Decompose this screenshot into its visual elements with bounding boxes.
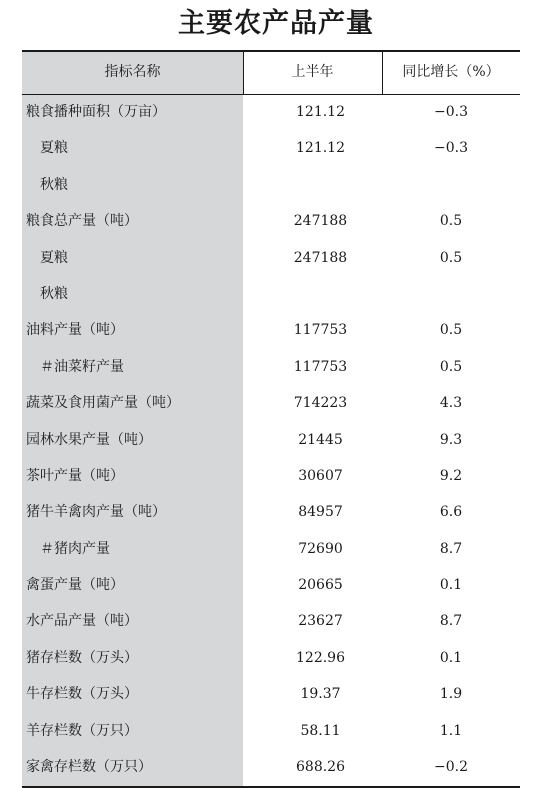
table-row	[22, 312, 520, 348]
indicator-name: 羊存栏数（万只）	[26, 722, 138, 739]
h1-value: 20665	[298, 577, 343, 594]
h1-value: 247188	[293, 249, 348, 266]
table-row	[22, 494, 520, 530]
h1-value: 58.11	[300, 722, 341, 739]
yoy-growth: 4.3	[439, 395, 463, 412]
yoy-growth: 0.5	[439, 322, 463, 339]
yoy-growth: 0.5	[439, 249, 463, 266]
yoy-growth: 6.6	[439, 504, 463, 521]
indicator-name: 粮食总产量（吨）	[26, 213, 138, 230]
table-row	[22, 567, 520, 603]
table-row	[22, 203, 520, 239]
h1-value: 122.96	[296, 649, 345, 666]
h1-value: 84957	[298, 504, 343, 521]
column-header-name: 指标名称	[104, 64, 161, 80]
indicator-name: ＃油菜籽产量	[40, 358, 124, 375]
table-row	[22, 167, 520, 203]
yoy-growth: 0.5	[439, 358, 463, 375]
table-row	[22, 603, 520, 639]
indicator-name: 牛存栏数（万头）	[26, 686, 138, 703]
table-body	[22, 94, 520, 785]
page-title: 主要农产品产量	[178, 8, 374, 39]
yoy-growth: 1.1	[439, 722, 463, 739]
table-row	[22, 349, 520, 385]
indicator-name: 猪存栏数（万头）	[26, 649, 138, 666]
table-row	[22, 385, 520, 421]
h1-value: 23627	[298, 613, 343, 630]
indicator-name: 油料产量（吨）	[26, 322, 124, 339]
h1-value: 714223	[293, 395, 348, 412]
yoy-growth: 8.7	[439, 613, 463, 630]
yoy-growth: 0.1	[439, 649, 463, 666]
yoy-growth: 8.7	[439, 540, 463, 557]
indicator-name: 园林水果产量（吨）	[26, 431, 152, 448]
table-row	[22, 276, 520, 312]
indicator-name: 茶叶产量（吨）	[26, 467, 124, 484]
h1-value: 21445	[298, 431, 343, 448]
h1-value: 30607	[298, 467, 343, 484]
h1-value: 117753	[293, 322, 348, 339]
indicator-name: 禽蛋产量（吨）	[26, 577, 124, 594]
h1-value: 688.26	[296, 759, 345, 776]
h1-value: 72690	[298, 540, 343, 557]
indicator-name: 粮食播种面积（万亩）	[26, 104, 166, 120]
table-row	[22, 749, 520, 785]
table-row	[22, 640, 520, 676]
indicator-name: 猪牛羊禽肉产量（吨）	[26, 504, 166, 521]
h1-value: 121.12	[296, 140, 345, 157]
yoy-growth: 9.3	[439, 431, 463, 448]
yoy-growth: 0.1	[439, 577, 463, 594]
yoy-growth: −0.3	[434, 104, 468, 120]
table-row	[22, 458, 520, 494]
h1-value: 19.37	[300, 686, 341, 703]
column-header-yoy: 同比增长（%）	[402, 64, 500, 80]
indicator-name: 家禽存栏数（万只）	[26, 759, 152, 776]
yoy-growth: 1.9	[439, 686, 463, 703]
table-row	[22, 531, 520, 567]
indicator-name: ＃猪肉产量	[40, 540, 110, 557]
h1-value: 247188	[293, 213, 348, 230]
h1-value: 117753	[293, 358, 348, 375]
h1-value: 121.12	[296, 104, 345, 120]
table-row	[22, 94, 520, 130]
yoy-growth: −0.2	[434, 759, 468, 776]
table-row	[22, 130, 520, 166]
indicator-name: 秋粮	[40, 176, 68, 193]
yoy-growth: 0.5	[439, 213, 463, 230]
indicator-name: 夏粮	[40, 140, 68, 157]
table-row	[22, 240, 520, 276]
yoy-growth: −0.3	[434, 140, 468, 157]
indicator-name: 蔬菜及食用菌产量（吨）	[26, 395, 180, 412]
yoy-growth: 9.2	[439, 467, 463, 484]
column-header-h1: 上半年	[291, 64, 334, 80]
table-row	[22, 713, 520, 749]
indicator-name: 秋粮	[40, 285, 68, 302]
indicator-name: 夏粮	[40, 249, 68, 266]
indicator-name: 水产品产量（吨）	[26, 613, 138, 630]
table-row	[22, 676, 520, 712]
table-row	[22, 422, 520, 458]
